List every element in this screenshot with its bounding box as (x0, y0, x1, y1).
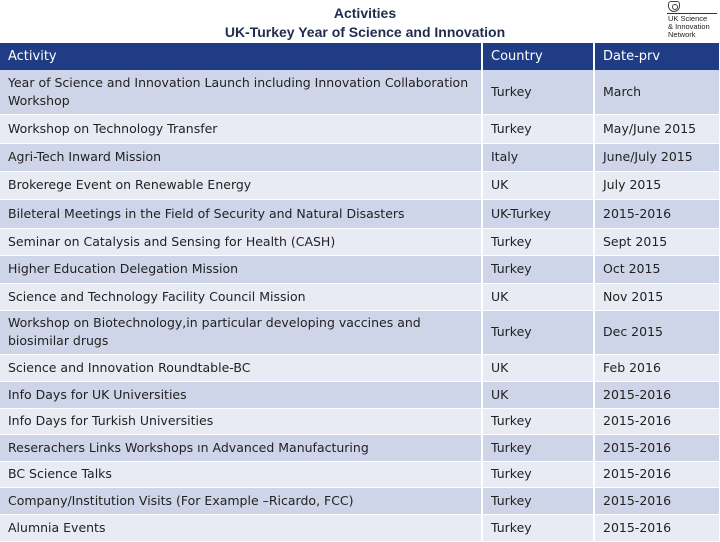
cell-activity: Workshop on Biotechnology,in particular developing vaccines and biosimilar drugs (0, 310, 482, 354)
table-row (0, 408, 720, 434)
cell-country: Turkey (482, 114, 594, 143)
table-row (0, 143, 720, 171)
logo-line-2: & Innovation (668, 22, 710, 31)
cell-date: 2015-2016 (594, 461, 720, 487)
cell-country: UK (482, 283, 594, 310)
column-header-date: Date-prv (594, 43, 720, 70)
cell-date: May/June 2015 (594, 114, 720, 143)
cell-country: Turkey (482, 255, 594, 283)
cell-activity: Science and Technology Facility Council Mission (0, 283, 482, 310)
cell-country: Turkey (482, 228, 594, 255)
cell-date: Dec 2015 (594, 310, 720, 354)
page-subtitle: UK-Turkey Year of Science and Innovation (224, 24, 506, 40)
table-row (0, 114, 720, 143)
cell-country: Turkey (482, 408, 594, 434)
cell-activity: Brokerege Event on Renewable Energy (0, 171, 482, 199)
cell-country: Turkey (482, 514, 594, 541)
cell-activity: Info Days for UK Universities (0, 381, 482, 408)
cell-date: Feb 2016 (594, 354, 720, 381)
cell-country: Italy (482, 143, 594, 171)
cell-activity: Bileteral Meetings in the Field of Security and Natural Disasters (0, 199, 482, 228)
table-row (0, 310, 720, 354)
logo-line-1: UK Science (668, 14, 708, 23)
cell-activity: Company/Institution Visits (For Example –Ricardo, FCC) (0, 487, 482, 514)
cell-date: 2015-2016 (594, 199, 720, 228)
cell-date: 2015-2016 (594, 487, 720, 514)
table-row (0, 487, 720, 514)
page-header (0, 0, 720, 44)
table-row (0, 199, 720, 228)
table-row (0, 381, 720, 408)
cell-date: Oct 2015 (594, 255, 720, 283)
table-row (0, 228, 720, 255)
cell-date: 2015-2016 (594, 408, 720, 434)
cell-country: UK (482, 354, 594, 381)
cell-activity: Year of Science and Innovation Launch including Innovation Collaboration Workshop (0, 70, 482, 114)
cell-activity: Info Days for Turkish Universities (0, 408, 482, 434)
table-row (0, 514, 720, 541)
column-header-country: Country (482, 43, 594, 70)
cell-country: Turkey (482, 310, 594, 354)
cell-activity: Alumnia Events (0, 514, 482, 541)
cell-date: July 2015 (594, 171, 720, 199)
cell-date: 2015-2016 (594, 514, 720, 541)
cell-activity: Higher Education Delegation Mission (0, 255, 482, 283)
table-row (0, 255, 720, 283)
cell-activity: Reserachers Links Workshops ın Advanced Manufacturing (0, 434, 482, 461)
cell-activity: Seminar on Catalysis and Sensing for Health (CASH) (0, 228, 482, 255)
crest-icon (668, 1, 680, 12)
cell-country: UK (482, 381, 594, 408)
page-title: Activities (333, 5, 397, 21)
cell-date: Nov 2015 (594, 283, 720, 310)
cell-country: Turkey (482, 70, 594, 114)
cell-country: Turkey (482, 434, 594, 461)
cell-country: UK (482, 171, 594, 199)
cell-country: Turkey (482, 487, 594, 514)
cell-activity: BC Science Talks (0, 461, 482, 487)
cell-activity: Science and Innovation Roundtable-BC (0, 354, 482, 381)
table-row (0, 283, 720, 310)
cell-date: June/July 2015 (594, 143, 720, 171)
cell-date: 2015-2016 (594, 434, 720, 461)
table-row (0, 461, 720, 487)
column-header-activity: Activity (0, 43, 482, 70)
cell-date: Sept 2015 (594, 228, 720, 255)
cell-country: UK-Turkey (482, 199, 594, 228)
cell-activity: Agri-Tech Inward Mission (0, 143, 482, 171)
table-row (0, 70, 720, 114)
cell-country: Turkey (482, 461, 594, 487)
cell-date: 2015-2016 (594, 381, 720, 408)
activities-table (0, 43, 720, 542)
table-row (0, 354, 720, 381)
cell-date: March (594, 70, 720, 114)
logo-line-3: Network (668, 30, 696, 39)
cell-activity: Workshop on Technology Transfer (0, 114, 482, 143)
table-row (0, 171, 720, 199)
uk-science-innovation-network-logo (664, 1, 720, 41)
table-row (0, 434, 720, 461)
table-header-row (0, 43, 720, 70)
